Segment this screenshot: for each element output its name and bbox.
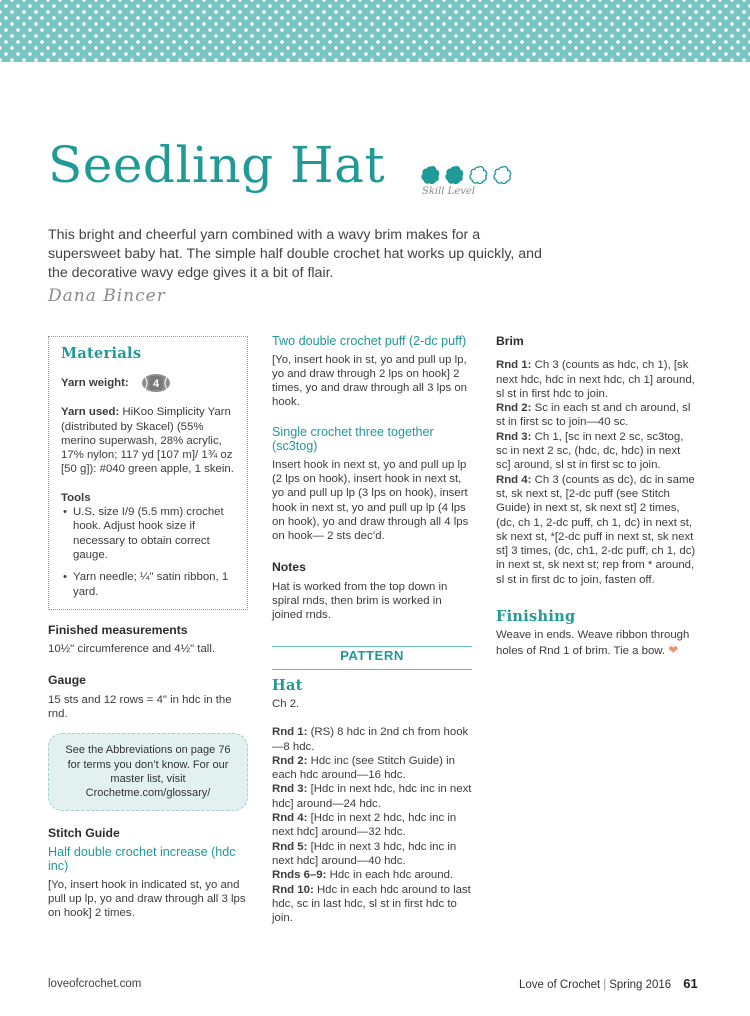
page-title: Seedling Hat xyxy=(48,136,386,194)
column-left xyxy=(48,336,250,921)
yarn-weight-row xyxy=(61,373,235,393)
round-label: Rnd 1: xyxy=(272,726,308,739)
footer-separator: | xyxy=(603,979,607,991)
hat-intro: Ch 2. xyxy=(272,697,300,710)
round-text: [Hdc in next 2 hdc, hdc inc in next hdc] around—32 hdc. xyxy=(272,812,457,839)
column-right xyxy=(496,334,696,658)
round-text: Hdc inc (see Stitch Guide) in each hdc around—16 hdc. xyxy=(272,754,455,782)
footer-issue: Spring 2016 xyxy=(609,979,672,991)
sc3tog-text: Insert hook in next st, yo and pull up lp (2 lps on hook), insert hook in next st, yo and pull up lp (3 lps on hook), insert hook in next st, yo and pull up lp (4 lps on hook), yo and draw through all 4 lps on hook— 2 sts dec’d. xyxy=(272,458,469,543)
round-label: Rnd 3: xyxy=(496,430,532,443)
round-text: (RS) 8 hdc in 2nd ch from hook—8 hdc. xyxy=(272,726,469,753)
round-label: Rnd 3: xyxy=(272,783,308,796)
hat-round xyxy=(272,840,472,869)
round-text: [Hdc in next 3 hdc, hdc inc in next hdc] around—40 hdc. xyxy=(272,840,457,867)
abbreviations-note: See the Abbreviations on page 76 for terms you don’t know. For our master list, visit Crochetme.com/glossary/ xyxy=(48,733,248,810)
notes-heading: Notes xyxy=(272,560,306,575)
skill-flower-filled-icon xyxy=(444,164,465,185)
hat-heading: Hat xyxy=(272,676,303,694)
hat-round xyxy=(272,883,472,926)
footer-magazine: Love of Crochet xyxy=(519,979,601,991)
round-text: [Hdc in next hdc, hdc inc in next hdc] around—24 hdc. xyxy=(272,783,472,810)
finishing-heading: Finishing xyxy=(496,608,576,626)
puff-title: Two double crochet puff (2-dc puff) xyxy=(272,334,467,348)
pattern-divider: PATTERN xyxy=(272,646,472,670)
round-text: Hdc in each hdc around to last hdc, sc in last hdc, sl st in first hdc to join. xyxy=(272,883,471,925)
materials-heading: Materials xyxy=(61,345,142,362)
round-text: Sc in each st and ch around, sl st in first sc to join—40 sc. xyxy=(496,402,691,429)
footer-website: loveofcrochet.com xyxy=(48,978,142,990)
hat-round xyxy=(272,754,472,783)
brim-round xyxy=(496,473,696,587)
round-label: Rnd 5: xyxy=(272,840,308,853)
round-label: Rnd 2: xyxy=(272,754,308,767)
tool-item-text: U.S. size I/9 (5.5 mm) crochet hook. Adjust hook size if necessary to obtain correct gauge. xyxy=(73,506,224,561)
round-label: Rnd 2: xyxy=(496,402,532,415)
tool-item-text: Yarn needle; ¼" satin ribbon, 1 yard. xyxy=(73,571,229,598)
designer-signature: Dana Bincer xyxy=(48,286,166,306)
notes-text: Hat is worked from the top down in spiral rnds, then brim is worked in joined rnds. xyxy=(272,580,448,622)
yarn-weight-label: Yarn weight: xyxy=(61,377,129,390)
finishing-text-body: Weave in ends. Weave ribbon through holes of Rnd 1 of brim. Tie a bow. xyxy=(496,629,690,657)
intro-paragraph: This bright and cheerful yarn combined with a wavy brim makes for a supersweet baby hat. The simple half double crochet hat works up quickly, and the decorative wavy edge gives it a bit of flair. xyxy=(48,227,542,281)
round-label: Rnds 6–9: xyxy=(272,869,327,882)
skill-level-label: Skill Level xyxy=(422,186,476,197)
yarn-weight-icon xyxy=(141,373,171,393)
brim-round xyxy=(496,401,696,430)
footer-info xyxy=(519,976,698,991)
stitch-guide-heading: Stitch Guide xyxy=(48,825,120,840)
round-text: Ch 3 (counts as hdc, ch 1), [sk next hdc, hdc in next hdc, ch 1] around, sl st in first hdc to join. xyxy=(496,359,695,400)
yarn-used-label: Yarn used: xyxy=(61,406,120,419)
skill-level-icons xyxy=(420,164,520,185)
hat-round xyxy=(272,811,472,840)
yarn-used-text: HiKoo Simplicity Yarn (distributed by Skacel) (55% merino superwash, 28% acrylic, 17% nylon; 117 yd [107 m]/ 1¾ oz [50 g]): #040 green apple, 1 skein. xyxy=(61,406,234,476)
hdc-inc-text: [Yo, insert hook in indicated st, yo and pull up lp, yo and draw through all 3 lps on hook] 2 times. xyxy=(48,878,246,920)
finished-measurements-text: 10½" circumference and 4½" tall. xyxy=(48,643,216,656)
hat-round xyxy=(272,868,472,882)
dotted-header-banner xyxy=(0,0,750,62)
tool-item: • Yarn needle; ¼" satin ribbon, 1 yard. xyxy=(61,570,235,599)
round-text: Ch 1, [sc in next 2 sc, sc3tog, sc in next 2 sc, (hdc, dc, hdc) in next sc] around, sl st in first sc to join. xyxy=(496,430,684,472)
brim-round xyxy=(496,430,696,473)
round-label: Rnd 1: xyxy=(496,359,532,372)
yarn-weight-number: 4 xyxy=(152,378,159,391)
tools-heading: Tools xyxy=(61,491,91,504)
column-middle xyxy=(272,334,472,925)
skill-flower-empty-icon xyxy=(468,164,489,185)
finished-measurements-heading: Finished measurements xyxy=(48,622,188,637)
skill-level xyxy=(420,164,520,197)
hat-round xyxy=(272,782,472,811)
round-text: Ch 3 (counts as dc), dc in same st, sk next st, [2-dc puff (see Stitch Guide) in next st, sk next st] 2 times, (dc, ch 1, 2-dc puff, ch 1, dc) in next st, sk next st, *[2-dc puff in next st, sk next st] 3 times, (dc, ch1, 2-dc puff, ch 1, dc) in next st, sk next st; rep from * around, sl st in first dc to join, fasten off. xyxy=(496,473,696,586)
round-text: Hdc in each hdc around. xyxy=(326,869,454,882)
brim-round xyxy=(496,358,696,401)
round-label: Rnd 4: xyxy=(496,473,532,486)
skill-flower-empty-icon xyxy=(492,164,513,185)
page-number: 61 xyxy=(683,976,698,991)
sc3tog-title: Single crochet three together (sc3tog) xyxy=(272,424,434,454)
materials-box xyxy=(48,336,248,610)
round-label: Rnd 10: xyxy=(272,883,314,896)
round-label: Rnd 4: xyxy=(272,812,308,825)
tool-item: • U.S. size I/9 (5.5 mm) crochet hook. Adjust hook size if necessary to obtain correct gauge. xyxy=(61,505,235,562)
yarn-used xyxy=(61,405,235,476)
hdc-inc-title: Half double crochet increase (hdc inc) xyxy=(48,844,236,874)
hat-round xyxy=(272,725,472,754)
puff-text: [Yo, insert hook in st, yo and pull up lp, yo and draw through 2 lps on hook] 2 times, yo and draw through all 3 lps on hook. xyxy=(272,353,468,409)
brim-heading: Brim xyxy=(496,334,524,348)
gauge-text: 15 sts and 12 rows = 4" in hdc in the rnd. xyxy=(48,693,232,721)
skill-flower-filled-icon xyxy=(420,164,441,185)
hat-rounds xyxy=(272,725,472,925)
finishing-text xyxy=(496,628,696,658)
brim-rounds xyxy=(496,358,696,587)
heart-icon: ❤ xyxy=(668,642,679,657)
gauge-heading: Gauge xyxy=(48,673,86,688)
